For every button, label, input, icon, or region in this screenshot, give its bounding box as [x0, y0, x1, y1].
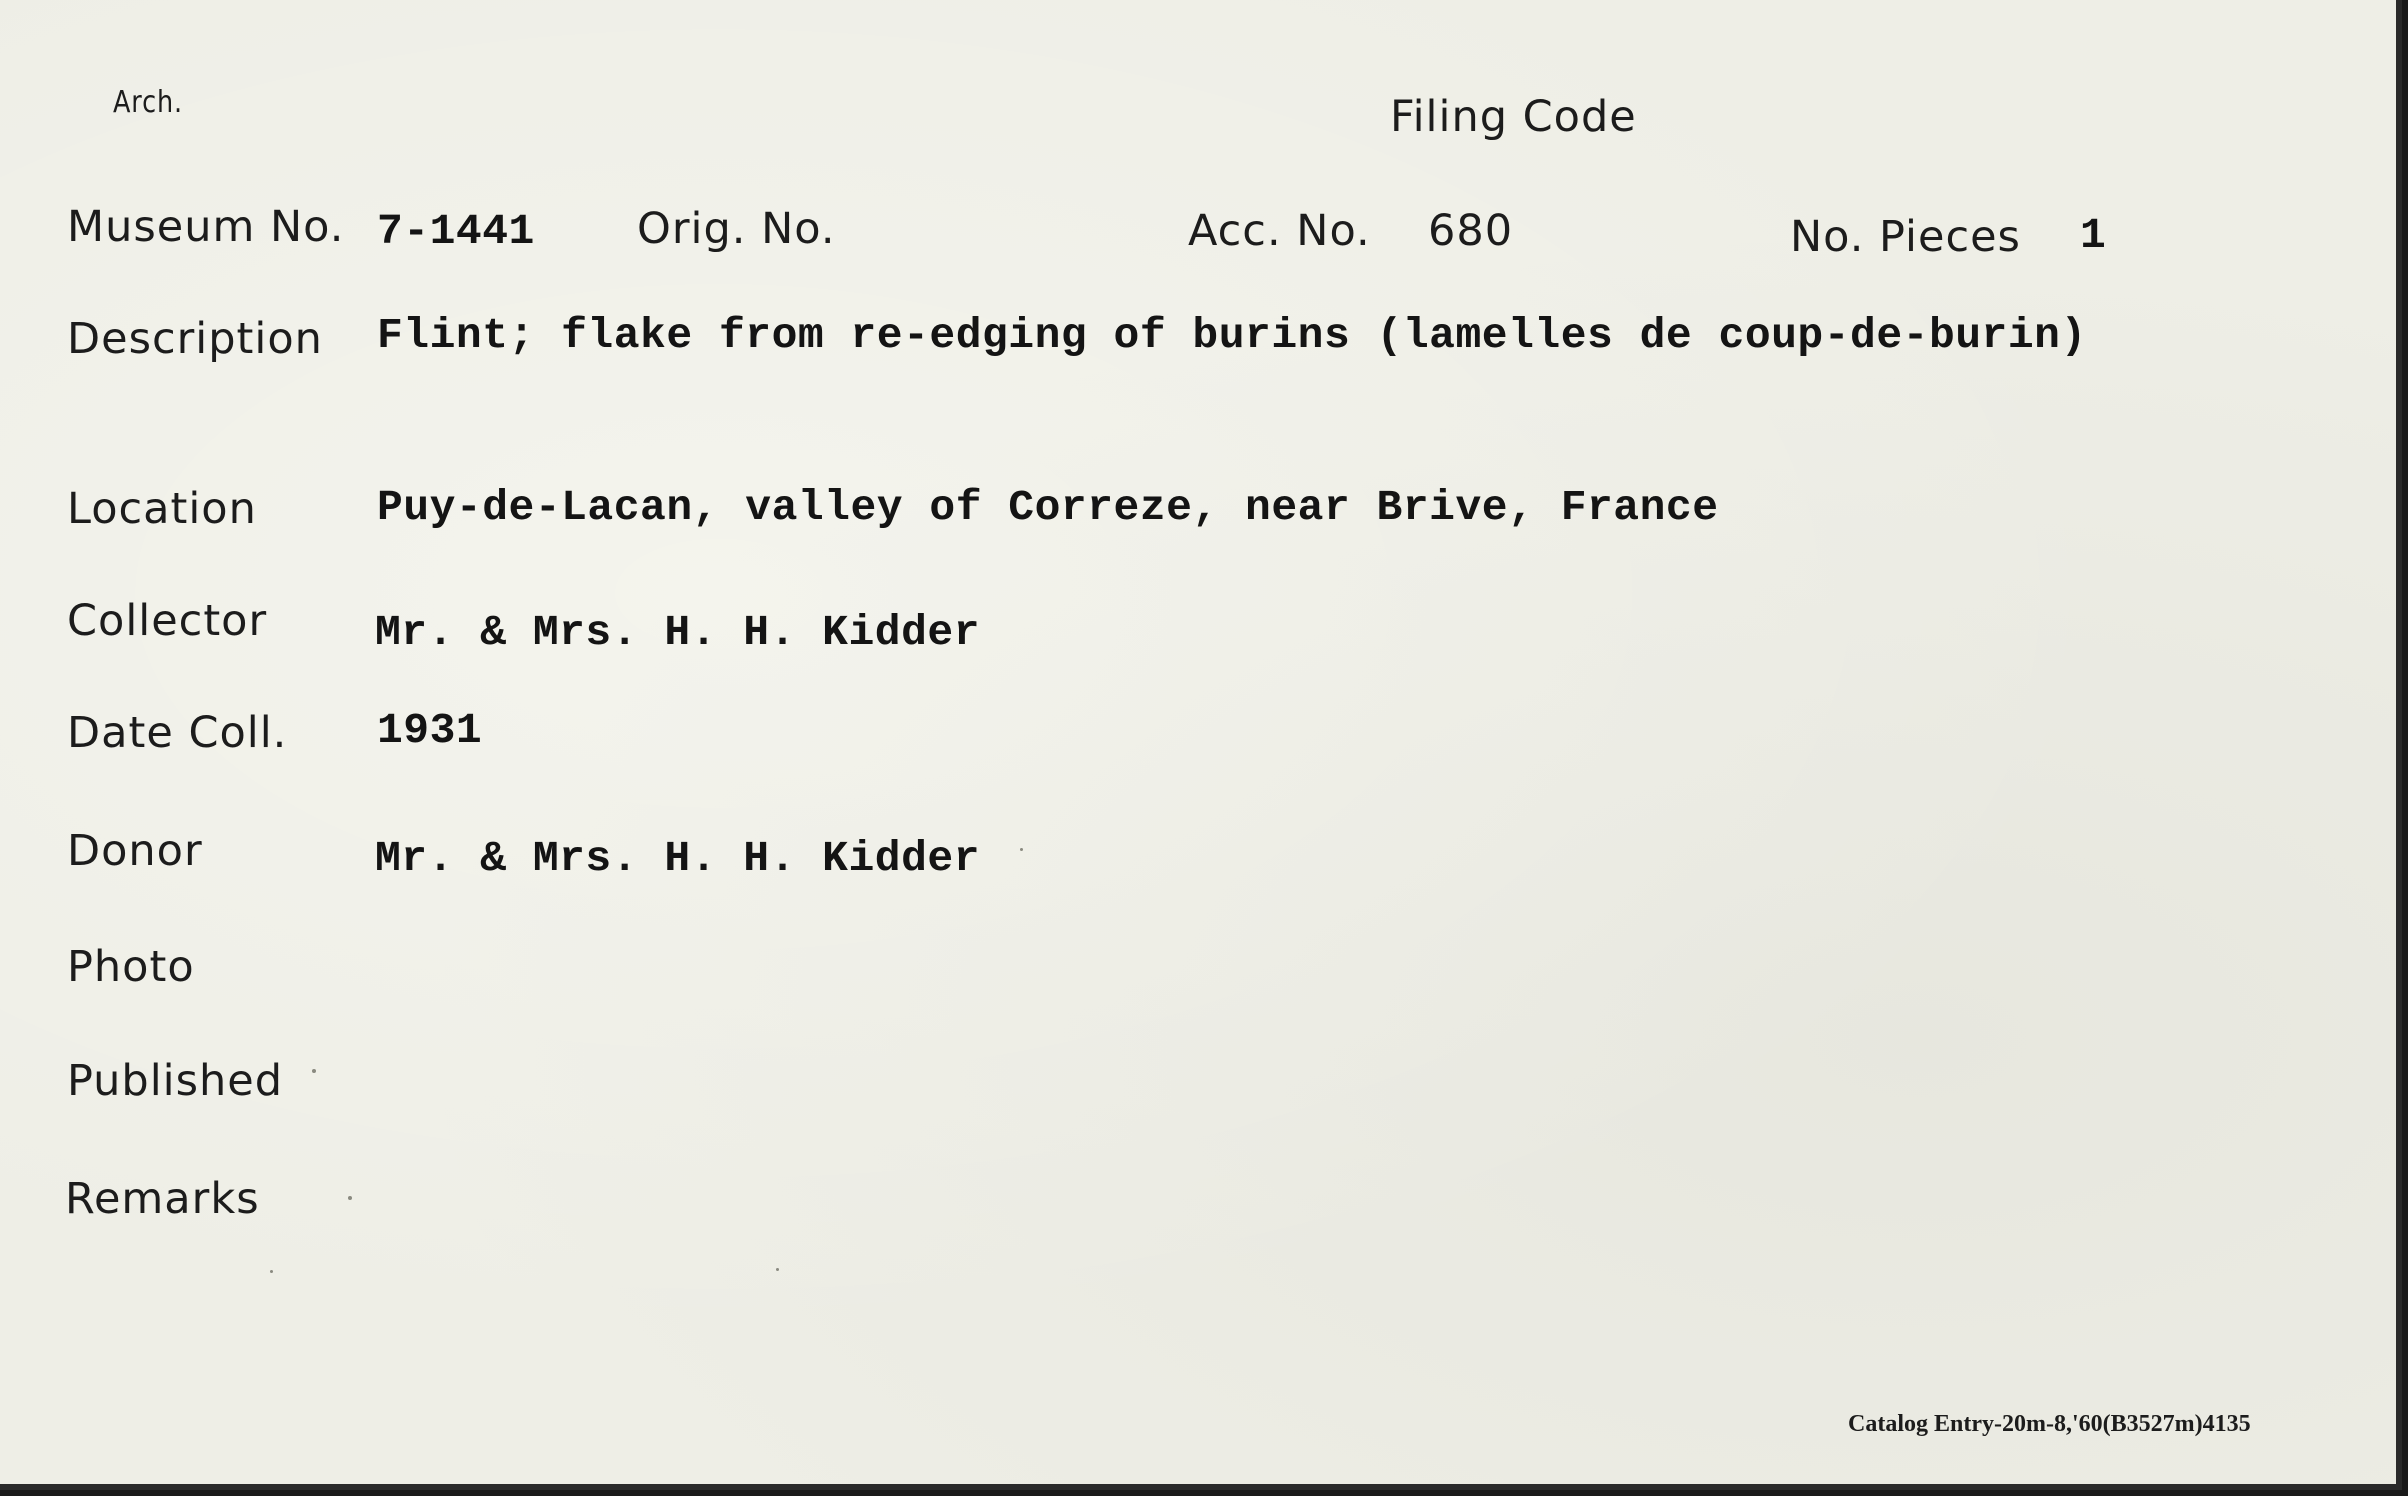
orig-no-label: Orig. No.: [637, 204, 836, 254]
remarks-label: Remarks: [65, 1174, 260, 1224]
location-label: Location: [67, 484, 257, 534]
paper-speck: [270, 1270, 273, 1273]
date-coll-label: Date Coll.: [67, 708, 288, 758]
catalog-entry-footer: Catalog Entry-20m-8,'60(B3527m)4135: [1848, 1411, 2251, 1437]
paper-speck: [312, 1069, 316, 1073]
pieces-value: 1: [2080, 211, 2107, 260]
acc-no-label: Acc. No.: [1188, 206, 1371, 256]
department-label: Arch.: [113, 85, 183, 120]
date-coll-value: 1931: [377, 706, 483, 755]
pieces-label: No. Pieces: [1790, 212, 2021, 262]
paper-speck: [1020, 848, 1023, 851]
published-label: Published: [67, 1056, 284, 1106]
collector-label: Collector: [67, 596, 268, 646]
museum-no-value: 7-1441: [377, 207, 535, 256]
photo-label: Photo: [67, 942, 195, 992]
paper-speck: [348, 1196, 352, 1200]
donor-value: Mr. & Mrs. H. H. Kidder: [375, 834, 980, 883]
donor-label: Donor: [67, 826, 203, 876]
filing-code-label: Filing Code: [1390, 92, 1637, 142]
description-value: Flint; flake from re-edging of burins (lamelles de coup-de-burin): [377, 311, 2087, 360]
paper-speck: [776, 1268, 779, 1271]
location-value: Puy-de-Lacan, valley of Correze, near Brive, France: [377, 483, 1719, 532]
collector-value: Mr. & Mrs. H. H. Kidder: [375, 608, 980, 657]
description-label: Description: [67, 314, 323, 364]
acc-no-value: 680: [1428, 206, 1514, 256]
museum-no-label: Museum No.: [67, 202, 345, 252]
